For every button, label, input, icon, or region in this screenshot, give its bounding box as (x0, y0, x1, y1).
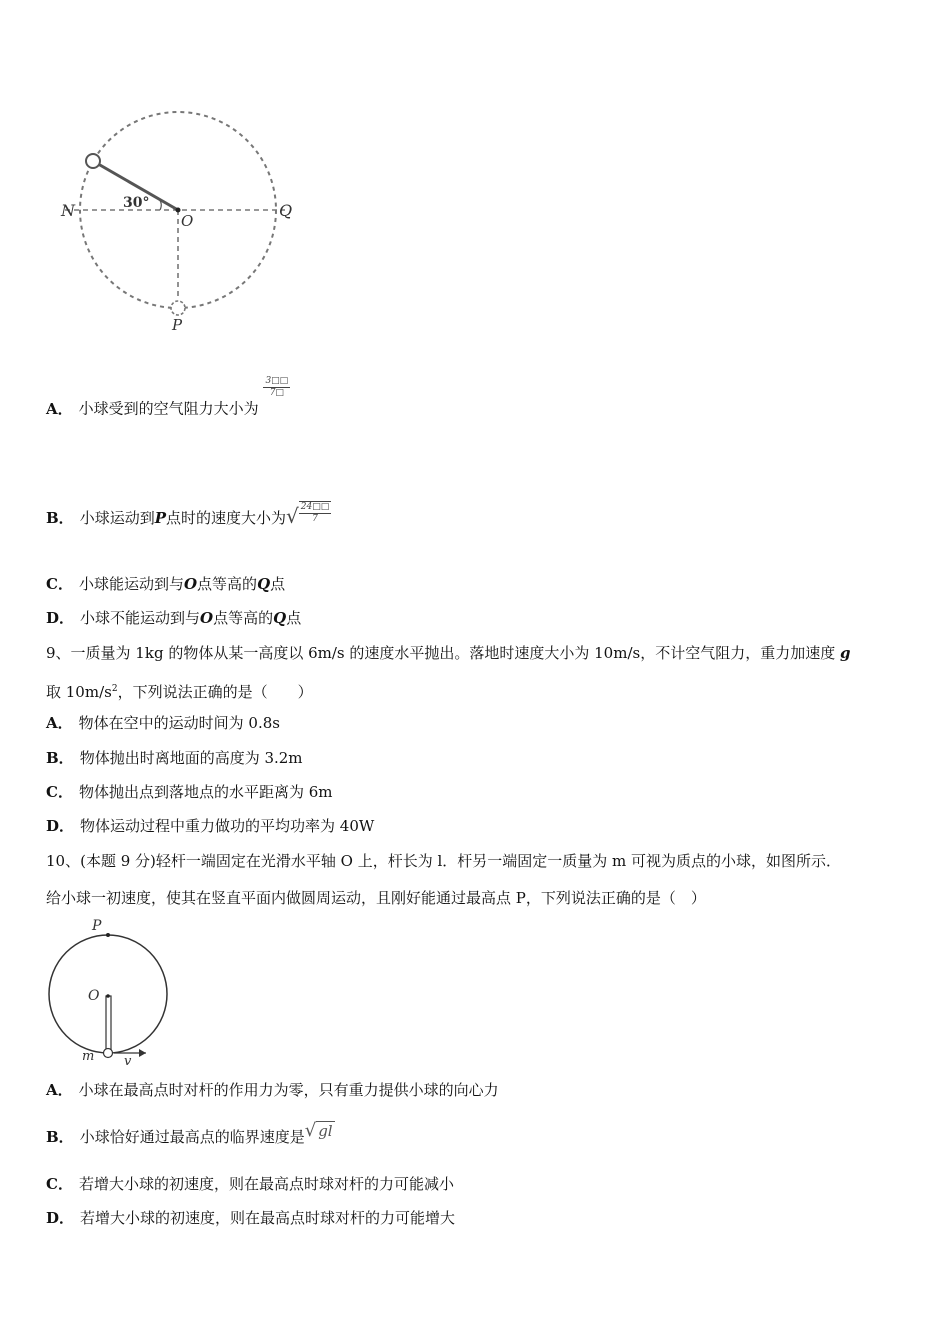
figure-dashed-circle-pendulum (55, 100, 315, 340)
label-o: O (88, 988, 100, 1004)
fraction (299, 501, 331, 525)
option-text: 小球运动到 (79, 509, 155, 527)
var-o: O (183, 575, 198, 593)
sqrt-radicand: gl (318, 1122, 333, 1140)
option-letter: A． (46, 399, 73, 418)
q9-option-b (46, 748, 303, 768)
option-letter: B． (46, 1128, 74, 1146)
option-text: 物体运动过程中重力做功的平均功率为 40W (80, 817, 375, 835)
option-letter: C． (46, 575, 73, 593)
option-letter: D． (46, 1209, 75, 1227)
fraction-numerator: 3□□ (265, 376, 289, 386)
option-letter: C． (46, 1175, 73, 1193)
option-text: 物体抛出时离地面的高度为 3.2m (79, 749, 303, 767)
stem-text: 取 10m/s (46, 683, 112, 701)
option-text: 小球受到的空气阻力大小为 (78, 399, 259, 418)
var-q: Q (257, 575, 271, 593)
option-letter: A． (46, 714, 73, 732)
option-text: 物体抛出点到落地点的水平距离为 6m (78, 783, 333, 801)
fraction-denominator: 7 (312, 514, 318, 524)
sqrt-sign: √ (304, 1120, 317, 1141)
option-letter: D． (46, 609, 75, 627)
option-letter: C． (46, 783, 73, 801)
q10-option-b (46, 1120, 335, 1147)
angle-label: 30° (123, 195, 150, 211)
option-text: 点等高的 (213, 609, 274, 627)
q9-option-a (46, 713, 280, 733)
figure-rod-circle (42, 912, 182, 1070)
stem-text: 10、(本题 9 分)轻杆一端固定在光滑水平轴 O 上，杆长为 l．杆另一端固定一质量为 m 可视为质点的小球，如图所示． (46, 852, 842, 870)
option-text: 点 (270, 575, 286, 593)
fraction-denominator: 7□ (269, 388, 284, 398)
label-p: P (92, 918, 102, 934)
fraction-numerator: 24□□ (300, 502, 330, 512)
label-q: Q (279, 201, 293, 220)
q10-option-c (46, 1174, 454, 1194)
var-o: O (200, 609, 214, 627)
option-text: 点等高的 (197, 575, 258, 593)
stem-text: 9、一质量为 1kg 的物体从某一高度以 6m/s 的速度水平抛出。落地时速度大小为 10m/s，不计空气阻力，重力加速度 (46, 644, 836, 662)
sqrt-sign: √ (286, 504, 299, 528)
q8-option-d (46, 608, 301, 628)
option-text: 小球能运动到与 (78, 575, 184, 593)
label-o: O (181, 212, 194, 230)
option-letter: A． (46, 1081, 73, 1099)
label-v: v (124, 1054, 132, 1069)
superscript: 2 (111, 684, 118, 694)
q9-option-d (46, 816, 374, 836)
pivot-dot (176, 208, 181, 213)
velocity-arrowhead (139, 1049, 146, 1057)
ball (104, 1049, 113, 1058)
stem-text: ，下列说法正确的是（ ） (117, 683, 313, 701)
option-text: 若增大小球的初速度，则在最高点时球对杆的力可能增大 (80, 1209, 456, 1227)
option-text: 小球在最高点时对杆的作用力为零，只有重力提供小球的向心力 (78, 1081, 499, 1099)
q10-option-a (46, 1080, 499, 1100)
q9-stem-line2 (46, 679, 313, 702)
option-text: 点时的速度大小为 (165, 509, 286, 527)
label-n: N (61, 201, 75, 220)
ball-start (86, 154, 100, 168)
option-text: 物体在空中的运动时间为 0.8s (78, 714, 280, 732)
q8-option-b (46, 502, 331, 531)
option-text: 若增大小球的初速度，则在最高点时球对杆的力可能减小 (78, 1175, 454, 1193)
label-m: m (82, 1049, 95, 1064)
var-g: g (840, 644, 851, 662)
stem-text: 给小球一初速度，使其在竖直平面内做圆周运动，且刚好能通过最高点 P，下列说法正确的是（ ） (46, 889, 706, 907)
q8-option-a (46, 376, 290, 421)
option-letter: D． (46, 817, 75, 835)
q9-option-c (46, 782, 333, 802)
pivot-dot (106, 994, 110, 998)
label-p: P (172, 316, 183, 334)
option-text: 小球恰好通过最高点的临界速度是 (79, 1128, 305, 1146)
rod (106, 996, 111, 1052)
option-letter: B． (46, 749, 74, 767)
ball-bottom (171, 301, 185, 315)
q8-option-c (46, 574, 285, 594)
q9-stem-line1 (46, 643, 851, 663)
fraction (263, 376, 290, 399)
var-p: P (154, 509, 166, 527)
top-point-dot (106, 933, 110, 937)
var-q: Q (273, 609, 287, 627)
option-text: 小球不能运动到与 (80, 609, 201, 627)
q10-option-d (46, 1208, 455, 1228)
option-text: 点 (286, 609, 302, 627)
option-letter: B． (46, 509, 74, 527)
q10-stem-line1 (46, 851, 841, 871)
q10-stem-line2 (46, 888, 706, 908)
